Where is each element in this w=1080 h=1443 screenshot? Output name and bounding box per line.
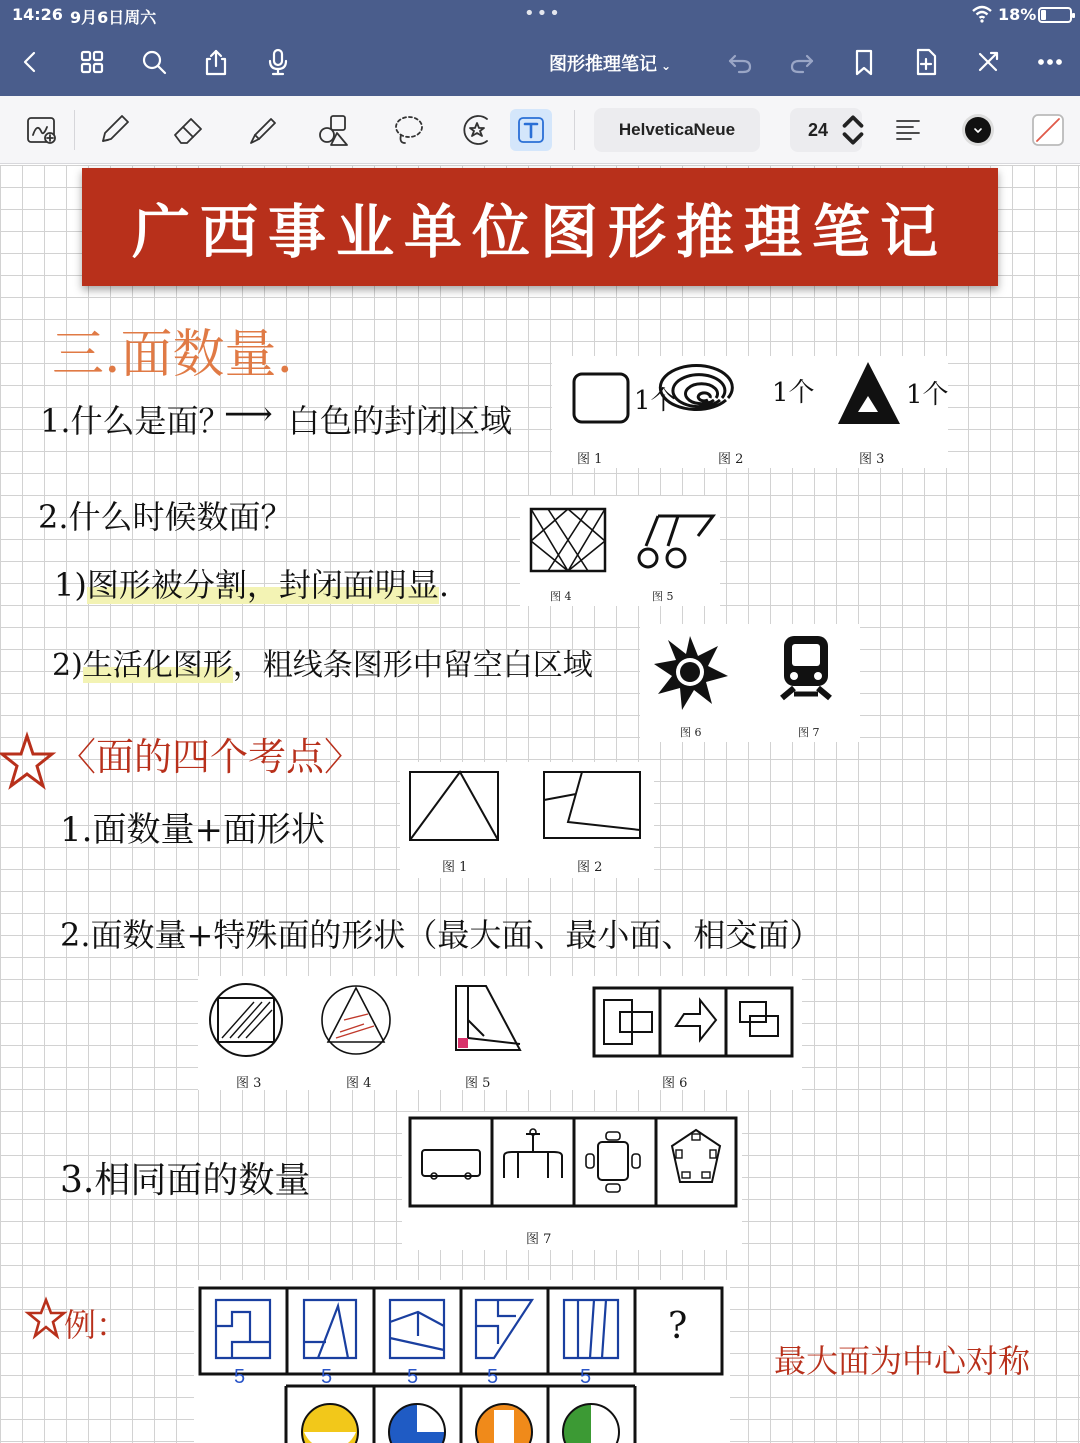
caption-fig3b: 图 3	[236, 1076, 262, 1091]
rule-2-highlight: 生活化图形	[82, 648, 233, 683]
add-page-icon[interactable]	[908, 44, 944, 80]
answer-text: 白色的封闭区域	[288, 402, 513, 440]
text-tool-icon[interactable]	[510, 109, 552, 151]
chevron-down-icon: ⌄	[660, 59, 672, 73]
rule-1	[54, 560, 449, 606]
question-when-count: 2.什么时候数面？	[38, 498, 293, 536]
align-left-icon[interactable]	[886, 108, 930, 152]
question-what-is-face: 1.什么是面？	[40, 402, 231, 440]
caption-fig1b: 图 1	[442, 860, 468, 875]
point-3-figures	[408, 1116, 740, 1210]
rule-1-end: .	[438, 566, 450, 604]
rule-1-highlight: 图形被分割，封闭面明显	[86, 566, 439, 604]
point-3: 3.相同面的数量	[60, 1160, 311, 1201]
caption-fig7: 图 7	[798, 726, 820, 739]
question-mark: ?	[668, 1306, 688, 1347]
divided-figures	[528, 506, 718, 576]
status-date: 9月6日周六	[70, 8, 157, 27]
image-insert-icon[interactable]	[20, 108, 64, 152]
caption-fig2: 图 2	[718, 452, 744, 467]
arrow-icon: ⟶	[224, 394, 273, 434]
caption-fig7b: 图 7	[526, 1232, 552, 1247]
point-1-figures	[408, 770, 648, 842]
document-title-text: 图形推理笔记	[548, 54, 657, 75]
example-star-icon	[26, 1298, 66, 1340]
face-count-c: 1个	[906, 380, 949, 410]
count-1: 5	[234, 1366, 246, 1388]
caption-fig4: 图 4	[550, 590, 572, 603]
rule-1-prefix: 1)	[54, 566, 87, 604]
exam-points-heading: 〈面的四个考点〉	[58, 735, 363, 779]
face-examples-figure	[568, 366, 948, 430]
title-banner	[82, 168, 998, 286]
example-label: 例：	[64, 1306, 129, 1344]
back-icon[interactable]	[12, 44, 48, 80]
count-4: 5	[487, 1366, 499, 1388]
caption-fig1: 图 1	[577, 452, 603, 467]
rule-2	[52, 640, 593, 684]
face-count-a: 1个	[634, 386, 677, 416]
font-family-selector[interactable]: HelveticaNeue	[594, 108, 760, 152]
microphone-icon[interactable]	[260, 44, 296, 80]
point-1: 1.面数量+面形状	[60, 810, 325, 850]
caption-fig2b: 图 2	[577, 860, 603, 875]
banner-title: 广西事业单位图形推理笔记	[131, 198, 948, 266]
caption-fig6: 图 6	[680, 726, 702, 739]
text-color-picker[interactable]	[956, 108, 1000, 152]
highlighter-icon[interactable]	[240, 108, 284, 152]
eraser-icon[interactable]	[166, 108, 210, 152]
point-2: 2.面数量+特殊面的形状（最大面、最小面、相交面）	[60, 916, 822, 954]
document-title[interactable]	[520, 50, 700, 76]
count-2: 5	[321, 1366, 333, 1388]
tool-bar	[0, 96, 1080, 164]
close-tools-icon[interactable]	[970, 44, 1006, 80]
more-icon[interactable]	[1032, 44, 1068, 80]
caption-fig5: 图 5	[652, 590, 674, 603]
toolbar-divider	[74, 110, 75, 150]
count-5: 5	[580, 1366, 592, 1388]
sticker-icon[interactable]	[454, 108, 498, 152]
grid-icon[interactable]	[74, 44, 110, 80]
toolbar-divider	[574, 110, 575, 150]
rule-2-prefix: 2)	[52, 648, 83, 683]
background-color-picker[interactable]	[1026, 108, 1070, 152]
shapes-icon[interactable]	[312, 108, 356, 152]
wifi-icon	[972, 5, 992, 23]
undo-icon[interactable]	[722, 44, 758, 80]
status-bar	[0, 0, 1080, 30]
life-figures	[650, 630, 850, 720]
caption-fig6b: 图 6	[662, 1076, 688, 1091]
rule-2-rest: ，粗线条图形中留空白区域	[232, 648, 593, 683]
font-size-selector[interactable]	[790, 108, 862, 152]
search-icon[interactable]	[136, 44, 172, 80]
point-2-figures	[204, 980, 804, 1062]
multitask-dots-icon[interactable]: •••	[524, 3, 562, 24]
bookmark-icon[interactable]	[846, 44, 882, 80]
caption-fig3: 图 3	[859, 452, 885, 467]
redo-icon[interactable]	[784, 44, 820, 80]
caption-fig4b: 图 4	[346, 1076, 372, 1091]
battery-icon	[1038, 7, 1072, 23]
caption-fig5b: 图 5	[465, 1076, 491, 1091]
symmetry-note: 最大面为中心对称	[774, 1342, 1031, 1380]
nav-bar	[0, 30, 1080, 96]
share-icon[interactable]	[198, 44, 234, 80]
chevron-updown-icon	[834, 111, 844, 150]
font-size-value: 24	[807, 119, 829, 140]
section-heading: 三.面数量.	[52, 325, 294, 385]
example-figure-row	[198, 1286, 728, 1443]
star-icon	[0, 734, 54, 790]
battery-percent: 18%	[998, 5, 1037, 24]
lasso-icon[interactable]	[386, 108, 430, 152]
face-count-b: 1个	[772, 378, 815, 408]
pen-icon[interactable]	[92, 108, 136, 152]
count-3: 5	[407, 1366, 419, 1388]
status-time: 14:26	[12, 5, 63, 24]
